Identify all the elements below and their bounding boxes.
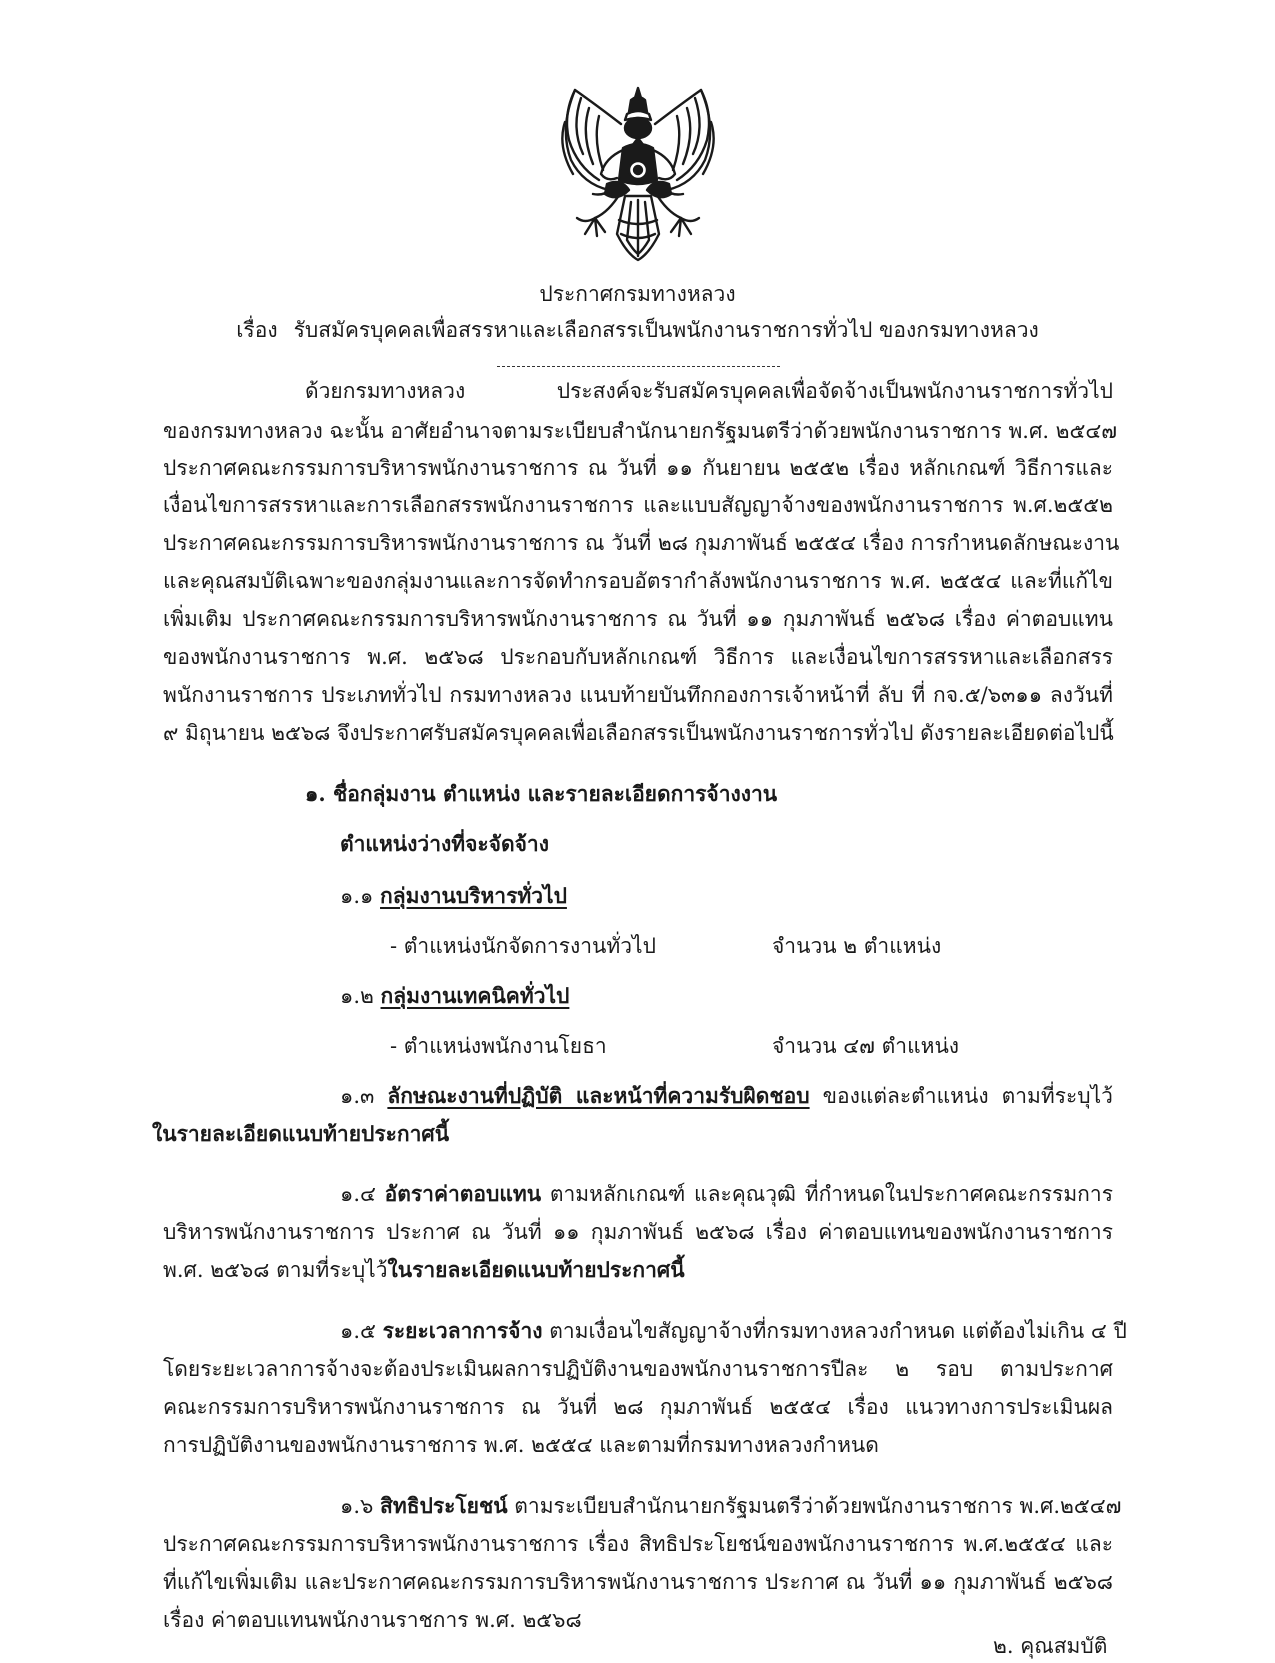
section-1-heading: ๑. ชื่อกลุ่มงาน ตำแหน่ง และรายละเอียดการจ้างงาน xyxy=(305,781,778,806)
intro-line: ประกาศคณะกรรมการบริหารพนักงานราชการ ณ วันที่ ๑๑ กันยายน ๒๕๕๒ เรื่อง หลักเกณฑ์ วิธีการและ xyxy=(163,456,1113,480)
intro-line: พนักงานราชการ ประเภททั่วไป กรมทางหลวง แนบท้ายบันทึกกองการเจ้าหน้าที่ ลับ ที่ กจ.๕/๖๓๑๑ ลงวันที่ xyxy=(163,683,1113,707)
subsection-text: ตามเงื่อนไขสัญญาจ้างที่กรมทางหลวงกำหนด แต่ต้องไม่เกิน ๔ ปี xyxy=(549,1319,1127,1343)
subsection-text: ตามระเบียบสำนักนายกรัฐมนตรีว่าด้วยพนักงานราชการ พ.ศ.๒๕๔๗ xyxy=(514,1494,1122,1518)
subsection-text: ที่แก้ไขเพิ่มเติม และประกาศคณะกรรมการบริหารพนักงานราชการ ประกาศ ณ วันที่ ๑๑ กุมภาพันธ์ ๒๕๖๘ xyxy=(163,1570,1113,1594)
subsection-1-5 xyxy=(340,1315,1127,1345)
intro-line: ประกาศคณะกรรมการบริหารพนักงานราชการ ณ วันที่ ๒๘ กุมภาพันธ์ ๒๕๕๔ เรื่อง การกำหนดลักษณะงาน xyxy=(163,531,1120,555)
position-name: - ตำแหน่งนักจัดการงานทั่วไป xyxy=(390,934,656,958)
subsection-title: ลักษณะงานที่ปฏิบัติ และหน้าที่ความรับผิดชอบ xyxy=(387,1083,810,1108)
subsection-text: ประกาศคณะกรรมการบริหารพนักงานราชการ เรื่อง สิทธิประโยชน์ของพนักงานราชการ พ.ศ.๒๕๕๔ และ xyxy=(163,1532,1113,1556)
subsection-text: การปฏิบัติงานของพนักงานราชการ พ.ศ. ๒๕๕๔ และตามที่กรมทางหลวงกำหนด xyxy=(163,1433,879,1457)
subsection-text: บริหารพนักงานราชการ ประกาศ ณ วันที่ ๑๑ กุมภาพันธ์ ๒๕๖๘ เรื่อง ค่าตอบแทนของพนักงานราชการ xyxy=(163,1220,1113,1244)
subsection-text: โดยระยะเวลาการจ้างจะต้องประเมินผลการปฏิบัติงานของพนักงานราชการปีละ ๒ รอบ ตามประกาศ xyxy=(163,1357,1113,1381)
subsection-number: ๑.๑ xyxy=(340,884,374,908)
subsection-title: กลุ่มงานเทคนิคทั่วไป xyxy=(380,983,570,1008)
subsection-1-4 xyxy=(340,1178,1113,1208)
subsection-text: ตามหลักเกณฑ์ และคุณวุฒิ ที่กำหนดในประกาศคณะกรรมการ xyxy=(549,1182,1113,1206)
subsection-title: สิทธิประโยชน์ xyxy=(380,1493,508,1518)
position-count: จำนวน ๒ ตำแหน่ง xyxy=(772,934,942,958)
position-count: จำนวน ๔๗ ตำแหน่ง xyxy=(772,1034,960,1058)
subsection-number: ๑.๔ xyxy=(340,1182,376,1206)
vacancies-heading: ตำแหน่งว่างที่จะจัดจ้าง xyxy=(340,831,549,856)
position-name: - ตำแหน่งพนักงานโยธา xyxy=(390,1034,607,1058)
announcement-subject xyxy=(0,314,1275,347)
subsection-1-6 xyxy=(340,1490,1122,1520)
subsection-number: ๑.๓ xyxy=(340,1084,375,1108)
subsection-text: ของแต่ละตำแหน่ง ตามที่ระบุไว้ xyxy=(822,1084,1113,1108)
subsection-text-bold: ในรายละเอียดแนบท้ายประกาศนี้ xyxy=(387,1257,685,1282)
intro-line: และคุณสมบัติเฉพาะของกลุ่มงานและการจัดทำกรอบอัตรากำลังพนักงานราชการ พ.ศ. ๒๕๕๔ และที่แก้ไข xyxy=(163,569,1113,593)
subsection-number: ๑.๖ xyxy=(340,1494,374,1518)
subsection-text: เรื่อง ค่าตอบแทนพนักงานราชการ พ.ศ. ๒๕๖๘ xyxy=(163,1608,582,1632)
subsection-title: อัตราค่าตอบแทน xyxy=(384,1181,542,1206)
subsection-1-3 xyxy=(340,1080,1113,1110)
intro-line: ของกรมทางหลวง ฉะนั้น อาศัยอำนาจตามระเบียบสำนักนายกรัฐมนตรีว่าด้วยพนักงานราชการ พ.ศ. ๒๕๔๗ xyxy=(163,419,1118,443)
page-title: ประกาศกรมทางหลวง xyxy=(539,282,736,306)
title-separator xyxy=(497,366,780,367)
subsection-number: ๑.๕ xyxy=(340,1319,376,1343)
subsection-title: ระยะเวลาการจ้าง xyxy=(382,1318,543,1343)
garuda-emblem-icon xyxy=(555,84,721,268)
subsection-1-1 xyxy=(340,880,567,913)
subsection-number: ๑.๒ xyxy=(340,984,374,1008)
subsection-text-line xyxy=(163,1254,1113,1284)
subsection-title: กลุ่มงานบริหารทั่วไป xyxy=(380,883,567,908)
subsection-text: พ.ศ. ๒๕๖๘ ตามที่ระบุไว้ xyxy=(163,1258,388,1282)
intro-line: เพิ่มเติม ประกาศคณะกรรมการบริหารพนักงานราชการ ณ วันที่ ๑๑ กุมภาพันธ์ ๒๕๖๘ เรื่อง ค่าตอบแทน xyxy=(163,607,1113,631)
subject-label: เรื่อง xyxy=(236,318,278,342)
subsection-1-2 xyxy=(340,980,569,1013)
intro-line: ของพนักงานราชการ พ.ศ. ๒๕๖๘ ประกอบกับหลักเกณฑ์ วิธีการ และเงื่อนไขการสรรหาและเลือกสรร xyxy=(163,645,1113,669)
intro-line: ด้วยกรมทางหลวง ประสงค์จะรับสมัครบุคคลเพื่อจัดจ้างเป็นพนักงานราชการทั่วไป xyxy=(305,379,1113,403)
intro-line: เงื่อนไขการสรรหาและการเลือกสรรพนักงานราชการ และแบบสัญญาจ้างของพนักงานราชการ พ.ศ.๒๕๕๒ xyxy=(163,493,1113,517)
subsection-text: ในรายละเอียดแนบท้ายประกาศนี้ xyxy=(152,1121,450,1146)
intro-line: ๙ มิถุนายน ๒๕๖๘ จึงประกาศรับสมัครบุคคลเพื่อเลือกสรรเป็นพนักงานราชการทั่วไป ดังรายละเอียดต่อไปนี้ xyxy=(163,721,1114,745)
subsection-text: คณะกรรมการบริหารพนักงานราชการ ณ วันที่ ๒๘ กุมภาพันธ์ ๒๕๕๔ เรื่อง แนวทางการประเมินผล xyxy=(163,1395,1113,1419)
subject-text: รับสมัครบุคคลเพื่อสรรหาและเลือกสรรเป็นพนักงานราชการทั่วไป ของกรมทางหลวง xyxy=(293,318,1039,342)
next-section-catchword: ๒. คุณสมบัติ xyxy=(993,1634,1108,1658)
